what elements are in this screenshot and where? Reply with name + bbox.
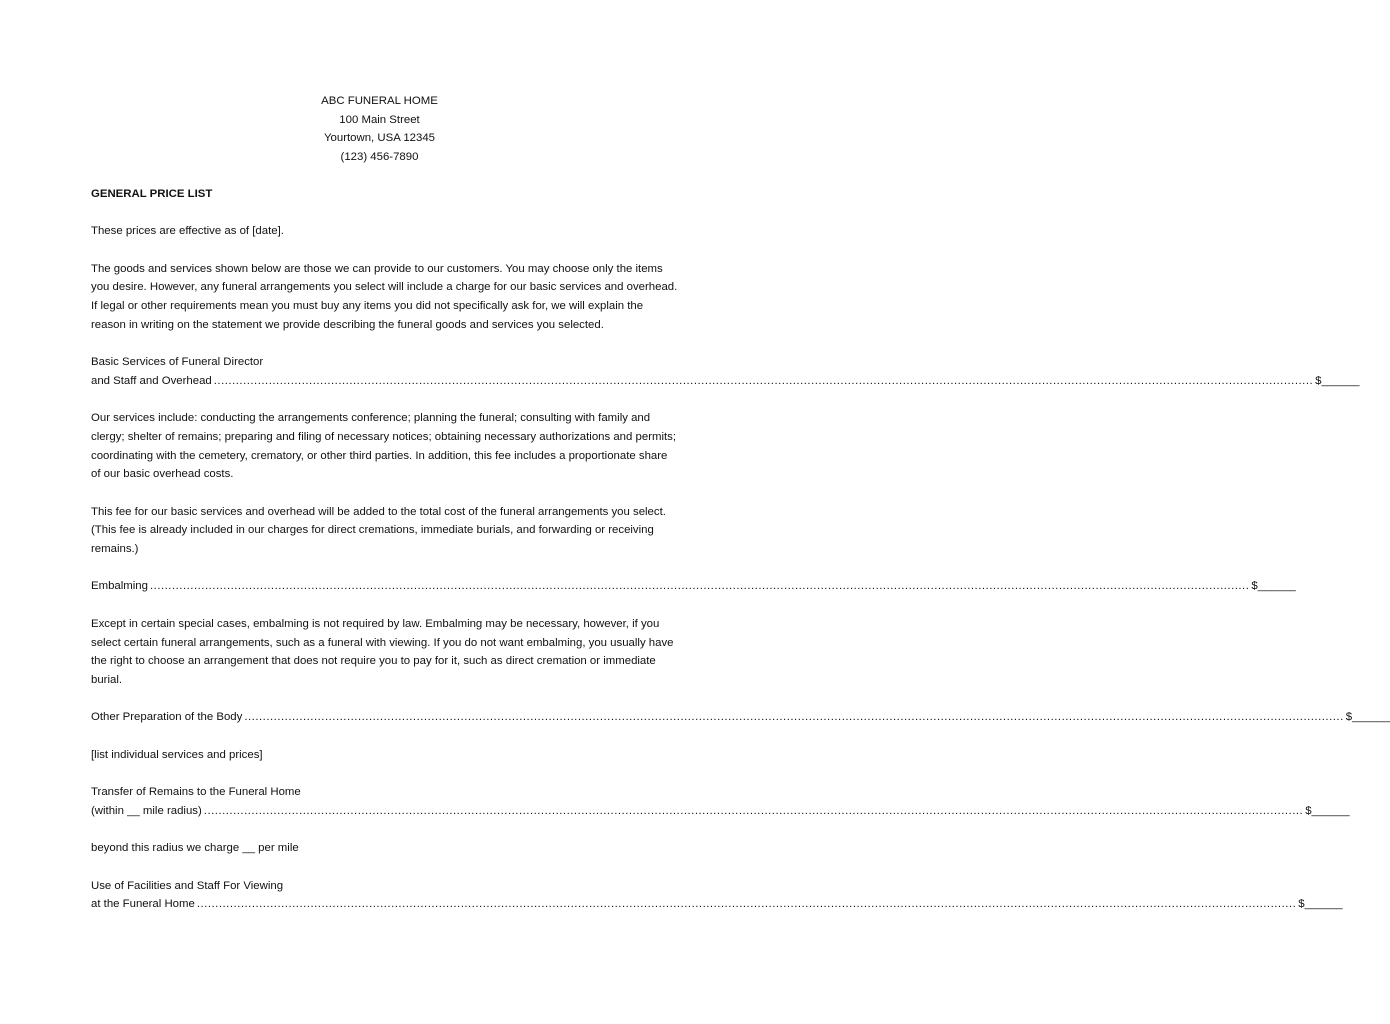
effective-date-text: These prices are effective as of [date]. [91,225,284,238]
company-name: ABC FUNERAL HOME [321,95,438,107]
basic-services-label-line2: and Staff and Overhead [91,374,212,387]
document-title: GENERAL PRICE LIST [91,187,213,200]
transfer-beyond-note: beyond this radius we charge __ per mile [91,842,299,855]
facilities-price-line [91,895,1343,914]
street-address: 100 Main Street [339,113,420,126]
dot-leader: ............................................................................................................................................................................................................................................................................................................ [244,711,1344,724]
document-content [91,92,1390,914]
basic-services-fee-note: This fee for our basic services and overhead will be added to the total cost of the funeral arrangements you select. (This fee is already included in our charges for direct cremations, immediate burials, and forwarding or receiving remains.) [91,505,666,556]
basic-services-price: $______ [1315,374,1360,387]
basic-services-price-line [91,372,1360,391]
transfer-price: $______ [1305,804,1350,817]
transfer-label-line1: Transfer of Remains to the Funeral Home [91,786,301,799]
basic-services-label-line1: Basic Services of Funeral Director [91,356,264,369]
other-preparation-label: Other Preparation of the Body [91,711,243,724]
transfer-label-line2: (within __ mile radius) [91,804,202,817]
phone-number: (123) 456-7890 [340,151,419,164]
dot-leader: ............................................................................................................................................................................................................................................................................................................ [213,374,1314,387]
facilities-label-line2: at the Funeral Home [91,898,195,911]
other-preparation-price: $______ [1345,711,1390,724]
transfer-item [91,783,1350,820]
transfer-price-line [91,802,1350,821]
embalming-label: Embalming [91,580,148,593]
facilities-item [91,877,1343,914]
dot-leader: ............................................................................................................................................................................................................................................................................................................ [196,898,1297,911]
dot-leader: ............................................................................................................................................................................................................................................................................................................ [149,580,1250,593]
intro-paragraph: The goods and services shown below are those we can provide to our customers. You may choose only the items you desire. However, any funeral arrangements you select will include a charge for our basic services and overhead. If legal or other requirements mean you must buy any items you did not specifically ask for, we will explain the reason in writing on the statement we provide describing the funeral goods and services you selected. [91,262,678,331]
other-preparation-price-line [91,708,1390,727]
basic-services-description: Our services include: conducting the arrangements conference; planning the funeral; consulting with family and clergy; shelter of remains; preparing and filing of necessary notices; obtaining necessary authorizations and permits; coordinating with the cemetery, crematory, or other third parties. In addition, this fee includes a proportionate share of our basic overhead costs. [91,412,677,481]
embalming-price: $______ [1251,580,1296,593]
facilities-label-line1: Use of Facilities and Staff For Viewing [91,879,284,892]
city-address: Yourtown, USA 12345 [323,132,436,145]
dot-leader: ............................................................................................................................................................................................................................................................................................................ [203,804,1304,817]
embalming-description: Except in certain special cases, embalming is not required by law. Embalming may be necessary, however, if you select certain funeral arrangements, such as a funeral with viewing. If you do not want embalming, you usually have the right to choose an arrangement that does not require you to pay for it, such as direct cremation or immediate burial. [91,617,674,686]
basic-services-item [91,353,1360,390]
facilities-price: $______ [1298,898,1343,911]
letterhead [85,92,674,167]
other-preparation-list-note: [list individual services and prices] [91,748,263,761]
embalming-price-line [91,577,1296,596]
